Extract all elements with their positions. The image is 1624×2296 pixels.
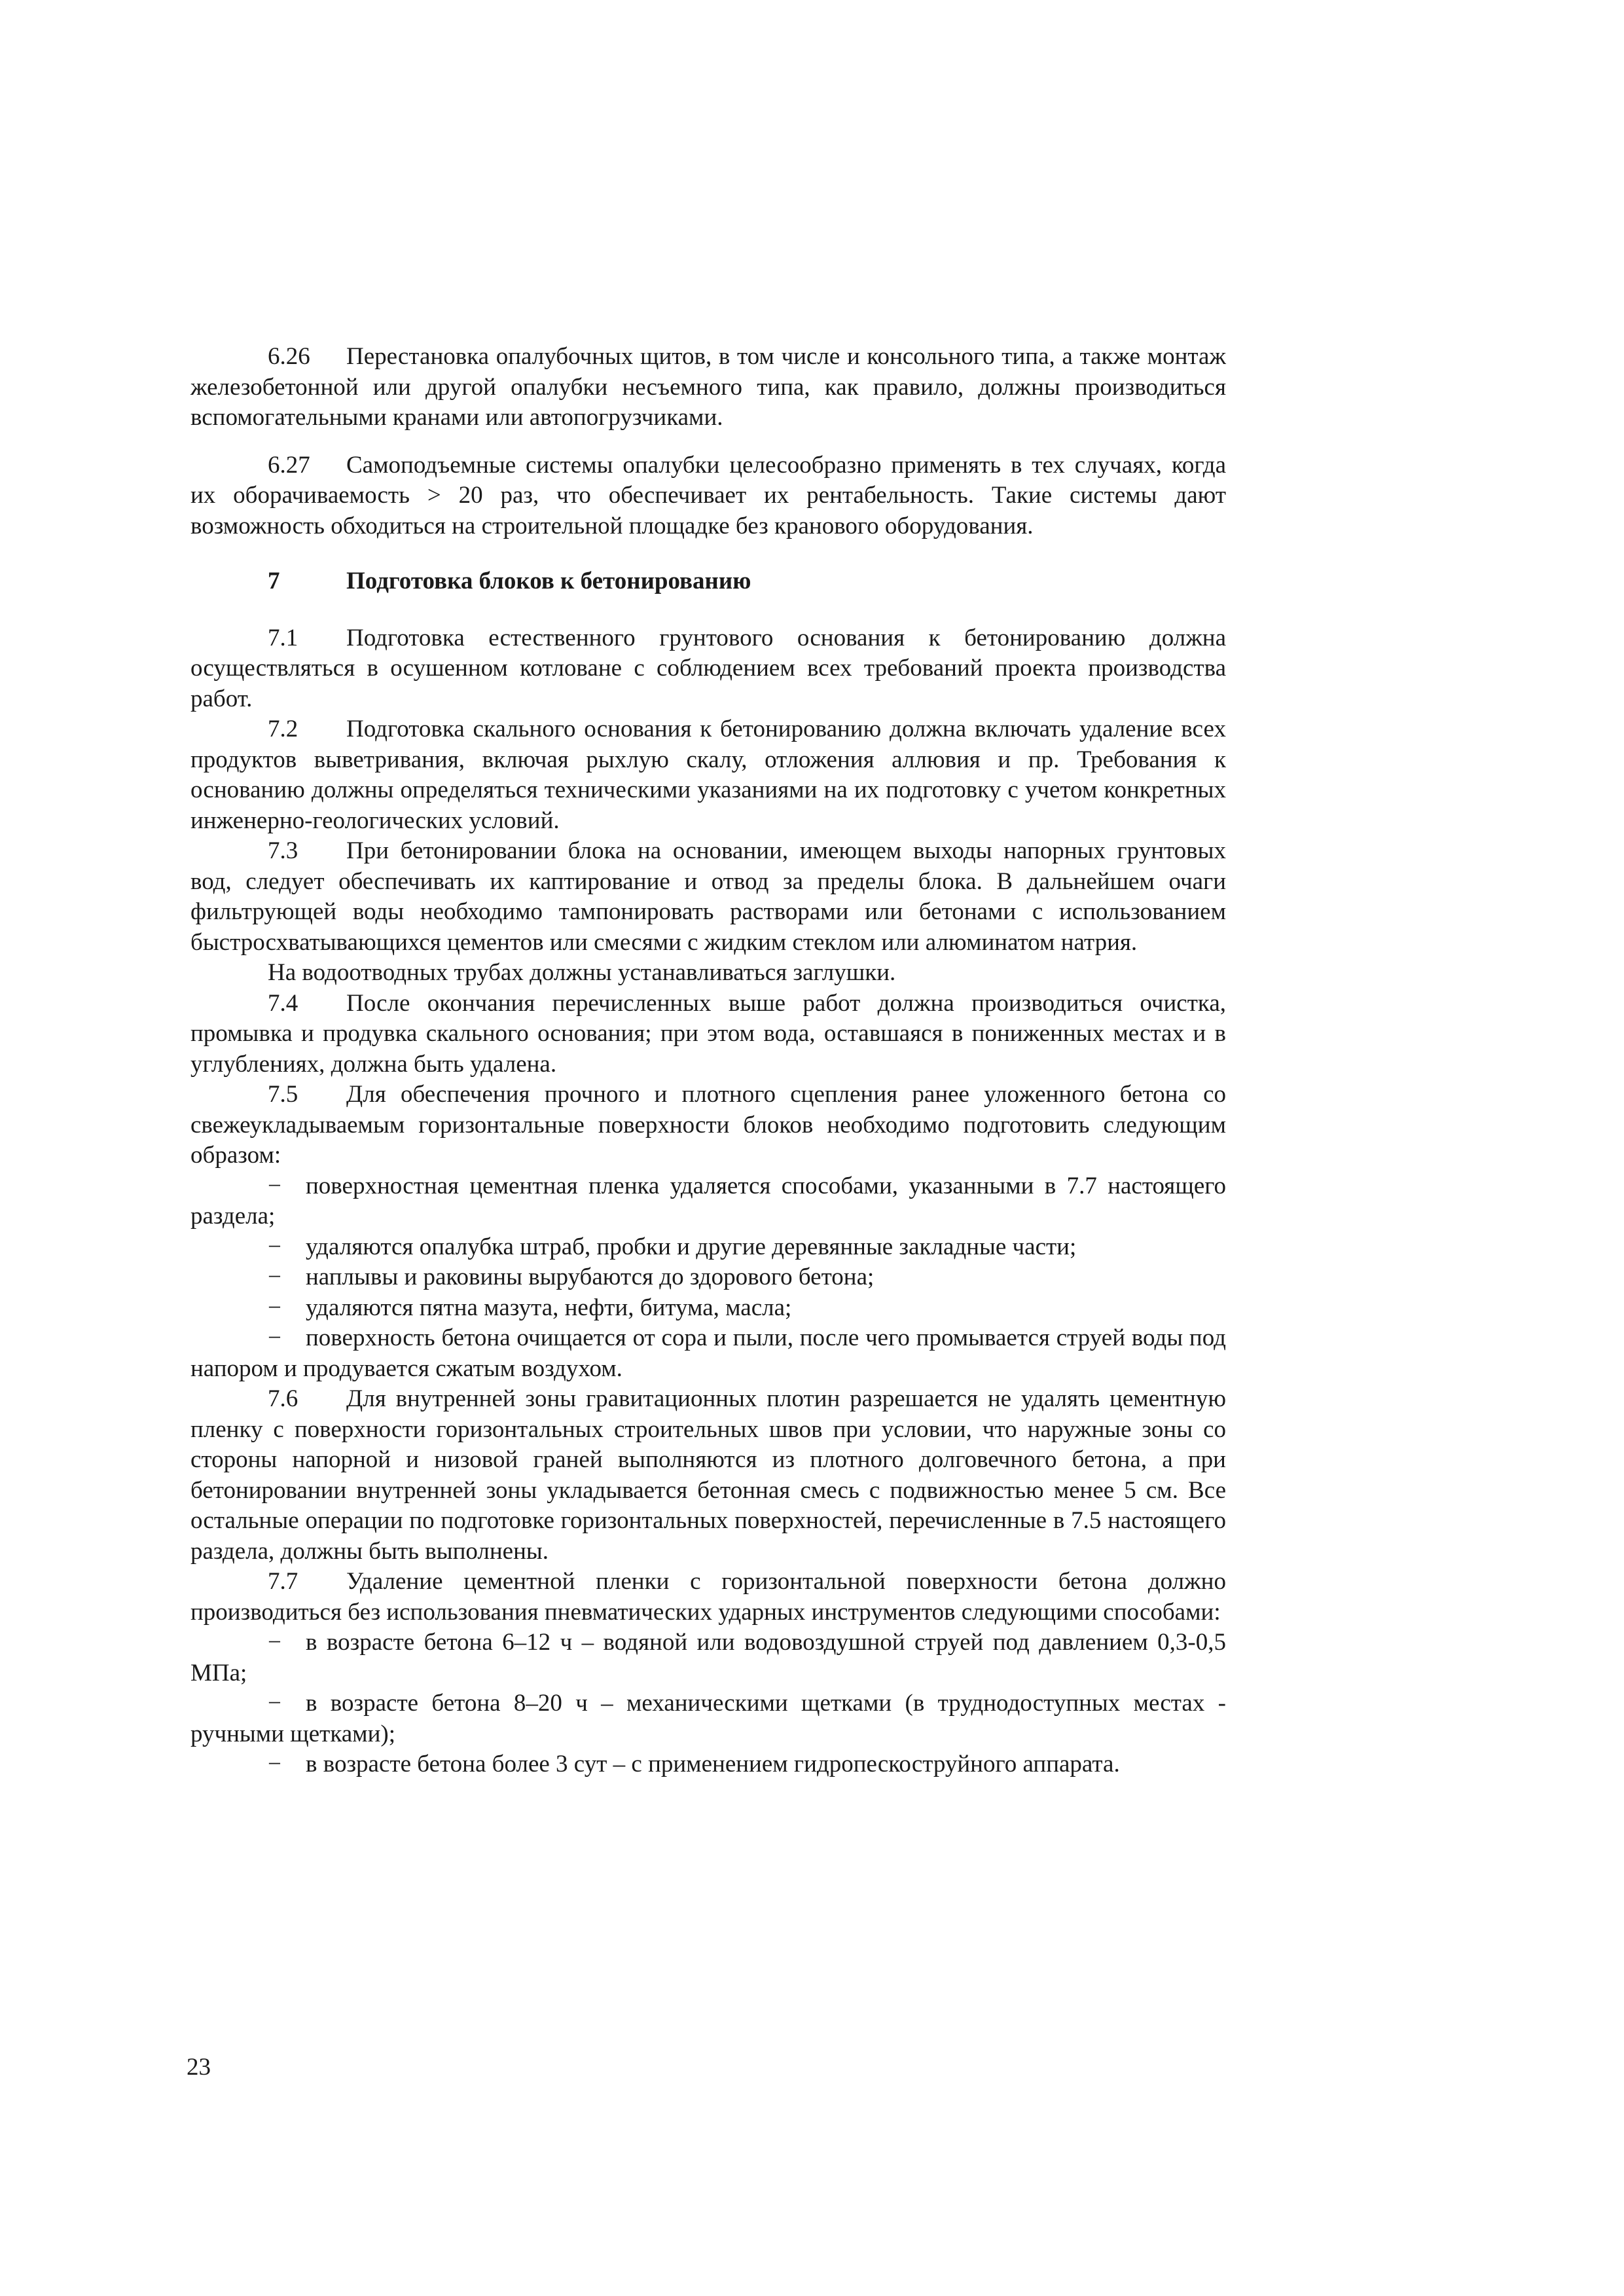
- paragraph-7-5: [190, 1080, 1226, 1171]
- paragraph-6-26: [190, 342, 1226, 433]
- paragraph-text: Для внутренней зоны гравитационных плотин разрешается не удалять цементную пленку с поверхности горизонтальных строительных швов при условии, что наружные зоны со стороны напорной и низовой граней выполняются из плотного долговечного бетона, а при бетонировании внутренней зоны укладывается бетонная смесь с подвижностью менее 5 см. Все остальные операции по подготовке горизонтальных поверхностей, перечисленные в 7.5 настоящего раздела, должны быть выполнены.: [190, 1385, 1226, 1565]
- paragraph-text: На водоотводных трубах должны устанавливаться заглушки.: [268, 959, 896, 986]
- list-item: [190, 1262, 1226, 1293]
- list-item-text: в возрасте бетона 6–12 ч – водяной или водовоздушной струей под давлением 0,3-0,5 МПа;: [190, 1629, 1226, 1686]
- paragraph-text: Подготовка скального основания к бетонированию должна включать удаление всех продуктов выветривания, включая рыхлую скалу, отложения аллювия и пр. Требования к основанию должны определяться техническими указаниями на их подготовку с учетом конкретных инженерно-геологических условий.: [190, 716, 1226, 834]
- paragraph-7-4: [190, 989, 1226, 1080]
- list-item-text: удаляются опалубка штраб, пробки и другие деревянные закладные части;: [306, 1233, 1077, 1260]
- paragraph-7-2: [190, 714, 1226, 836]
- paragraph-text: Подготовка естественного грунтового основания к бетонированию должна осуществляться в осушенном котловане с соблюдением всех требований проекта производства работ.: [190, 624, 1226, 712]
- list-item-text: в возрасте бетона 8–20 ч – механическими щетками (в труднодоступных местах - ручными щетками);: [190, 1690, 1226, 1747]
- paragraph-text: Самоподъемные системы опалубки целесообразно применять в тех случаях, когда их оборачиваемость > 20 раз, что обеспечивает их рентабельность. Такие системы дают возможность обходиться на строительной площадке без кранового оборудования.: [190, 451, 1226, 539]
- dash-marker: −: [268, 1233, 281, 1260]
- paragraph-text: Перестановка опалубочных щитов, в том числе и консольного типа, а также монтаж железобетонной или другой опалубки несъемного типа, как правило, должны производиться вспомогательными кранами или автопогрузчиками.: [190, 343, 1226, 431]
- clause-number: 7.3: [268, 837, 298, 864]
- list-item-text: поверхностная цементная пленка удаляется способами, указанными в 7.7 настоящего раздела;: [190, 1172, 1226, 1230]
- list-item: [190, 1171, 1226, 1232]
- paragraph-7-3-note: [190, 958, 1226, 989]
- dash-marker: −: [268, 1690, 281, 1717]
- section-title: Подготовка блоков к бетонированию: [346, 568, 751, 594]
- paragraph-text: После окончания перечисленных выше работ должна производиться очистка, промывка и продувка скального основания; при этом вода, оставшаяся в пониженных местах и в углублениях, должна быть удалена.: [190, 989, 1226, 1078]
- clause-number: 7.1: [268, 624, 298, 651]
- list-item: [190, 1293, 1226, 1324]
- clause-number: 6.26: [268, 343, 310, 370]
- list-item-text: поверхность бетона очищается от сора и пыли, после чего промывается струей воды под напором и продувается сжатым воздухом.: [190, 1324, 1226, 1382]
- dash-marker: −: [268, 1629, 281, 1656]
- list-item: [190, 1232, 1226, 1263]
- paragraph-7-1: [190, 623, 1226, 715]
- list-item: [190, 1628, 1226, 1688]
- paragraph-text: Удаление цементной пленки с горизонтальной поверхности бетона должно производиться без использования пневматических ударных инструментов следующими способами:: [190, 1568, 1226, 1626]
- paragraph-7-6: [190, 1384, 1226, 1567]
- list-item-text: в возрасте бетона более 3 сут – с применением гидропескоструйного аппарата.: [306, 1751, 1120, 1777]
- dash-marker: −: [268, 1264, 281, 1290]
- paragraph-7-3: [190, 836, 1226, 958]
- clause-number: 6.27: [268, 451, 310, 479]
- dash-marker: −: [268, 1294, 281, 1321]
- dash-marker: −: [268, 1751, 281, 1777]
- paragraph-text: Для обеспечения прочного и плотного сцепления ранее уложенного бетона со свежеукладываемым горизонтальные поверхности блоков необходимо подготовить следующим образом:: [190, 1081, 1226, 1169]
- page-body: [190, 342, 1226, 1780]
- list-item-text: удаляются пятна мазута, нефти, битума, масла;: [306, 1294, 792, 1321]
- dash-marker: −: [268, 1172, 281, 1199]
- paragraph-7-7: [190, 1567, 1226, 1628]
- section-heading: [190, 566, 1226, 597]
- clause-number: 7.5: [268, 1081, 298, 1108]
- clause-number: 7.7: [268, 1568, 298, 1595]
- clause-number: 7.4: [268, 989, 298, 1017]
- list-item: [190, 1323, 1226, 1384]
- clause-number: 7.6: [268, 1385, 298, 1412]
- list-item: [190, 1749, 1226, 1780]
- page-number: 23: [187, 2054, 211, 2081]
- list-item: [190, 1688, 1226, 1749]
- paragraph-text: При бетонировании блока на основании, имеющем выходы напорных грунтовых вод, следует обеспечивать их каптирование и отвод за пределы блока. В дальнейшем очаги фильтрующей воды необходимо тампонировать растворами или бетонами с использованием быстросхватывающихся цементов или смесями с жидким стеклом или алюминатом натрия.: [190, 837, 1226, 956]
- section-number: 7: [268, 568, 280, 594]
- clause-number: 7.2: [268, 716, 298, 742]
- paragraph-6-27: [190, 450, 1226, 542]
- dash-marker: −: [268, 1324, 281, 1351]
- list-item-text: наплывы и раковины вырубаются до здорового бетона;: [306, 1264, 875, 1290]
